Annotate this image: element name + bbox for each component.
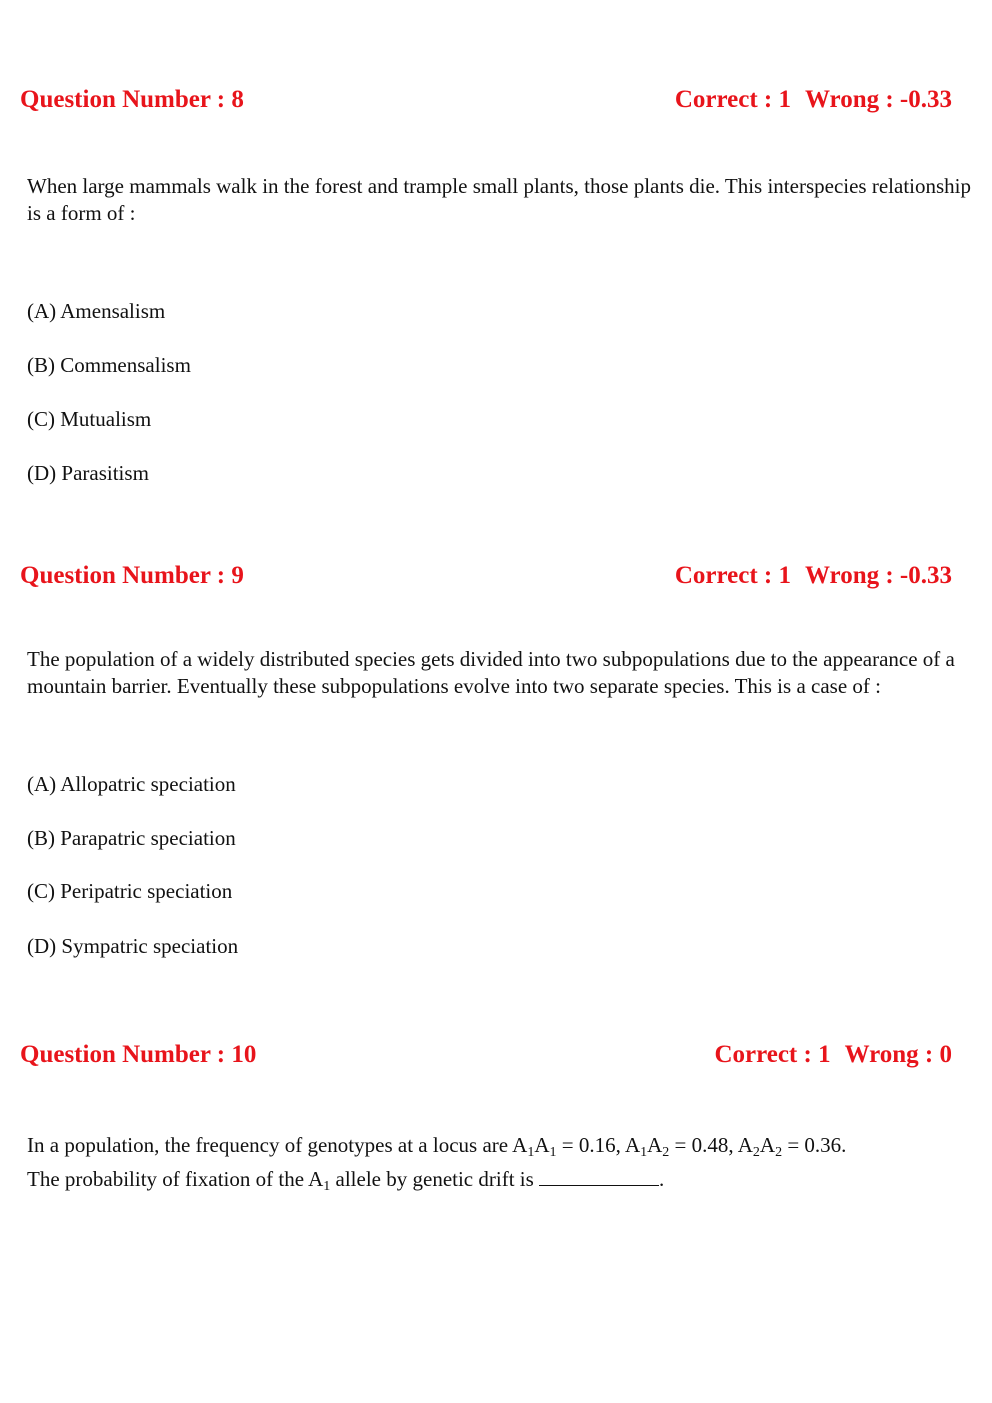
marking-scheme	[675, 562, 952, 590]
wrong-marks: Wrong : 0	[844, 1041, 952, 1068]
correct-marks: Correct : 1	[714, 1041, 831, 1068]
question-text: The population of a widely distributed species gets divided into two subpopulations due to the appearance of a mountain barrier. Eventually these subpopulations evolve into two separate species. This is a case of :	[27, 647, 955, 698]
question-text: When large mammals walk in the forest and trample small plants, those plants die. This interspecies relationship is a form of :	[27, 174, 971, 225]
question-text	[27, 1128, 972, 1196]
wrong-marks: Wrong : -0.33	[805, 86, 952, 113]
question-header-9	[20, 560, 952, 592]
option-c: (C) Mutualism	[27, 407, 152, 431]
correct-marks: Correct : 1	[674, 86, 791, 113]
question-line-1: In a population, the frequency of genotypes at a locus are $A_1A_1 = 0.16$, $A_1A_2 = 0.48$, $A_2A_2 = 0.36$.	[27, 1133, 847, 1160]
option-b: (B) Parapatric speciation	[27, 826, 236, 850]
correct-marks: Correct : 1	[674, 562, 791, 589]
question-line-2: The probability of fixation of the $A_1$ allele by genetic drift is .	[27, 1167, 665, 1194]
option-d: (D) Parasitism	[27, 461, 149, 485]
question-title: Question Number : 9	[20, 562, 244, 589]
question-title: Question Number : 8	[20, 86, 244, 113]
option-c: (C) Peripatric speciation	[27, 879, 233, 903]
marking-scheme	[675, 86, 952, 114]
option-d: (D) Sympatric speciation	[27, 934, 239, 958]
answer-blank[interactable]	[539, 1167, 659, 1186]
option-b: (B) Commensalism	[27, 353, 191, 377]
question-title: Question Number : 10	[20, 1041, 257, 1068]
option-a: (A) Allopatric speciation	[27, 772, 236, 796]
option-a: (A) Amensalism	[27, 299, 166, 323]
marking-scheme	[714, 1041, 952, 1069]
wrong-marks: Wrong : -0.33	[805, 562, 952, 589]
question-header-10	[20, 1039, 952, 1071]
question-header-8	[20, 84, 952, 116]
